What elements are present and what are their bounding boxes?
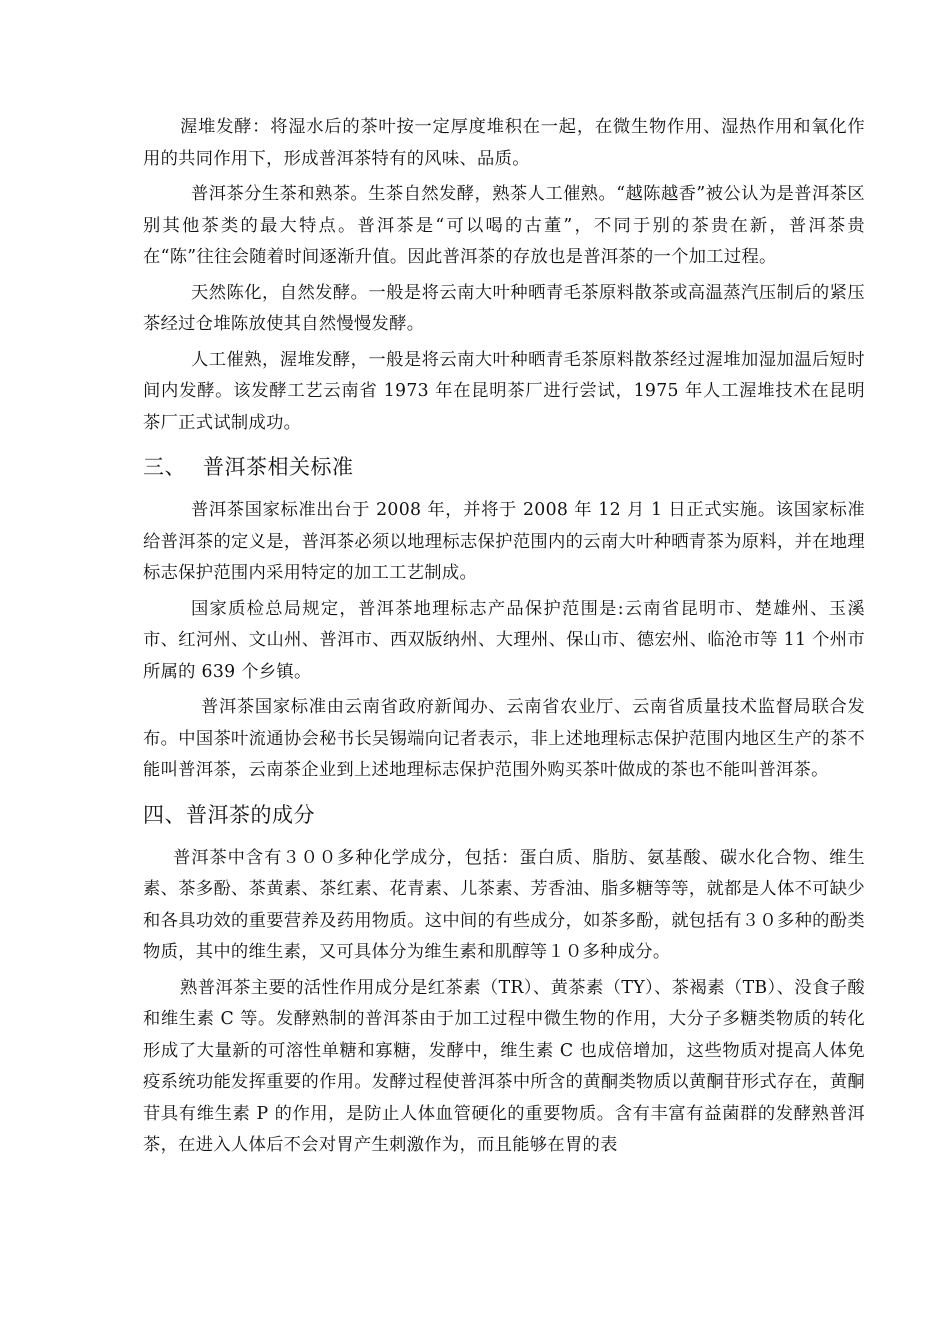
section-heading-components: 四、普洱茶的成分 bbox=[143, 802, 315, 827]
paragraph-fermentation-definition: 渥堆发酵：将湿水后的茶叶按一定厚度堆积在一起，在微生物作用、湿热作用和氧化作用的共同作用下，形成普洱茶特有的风味、品质。 bbox=[143, 117, 865, 169]
paragraph-active-components: 熟普洱茶主要的活性作用成分是红茶素（TR）、黄茶素（TY）、茶褐素（TB）、没食子酸和维生素 C 等。发酵熟制的普洱茶由于加工过程中微生物的作用，大分子多糖类物质的转化形成了大量新的可溶性单糖和寡糖，发酵中，维生素 C 也成倍增加，这些物质对提高人体免疫系统功能发挥重要的作用。发酵过程使普洱茶中所含的黄酮类物质以黄酮苷形式存在，黄酮苷具有维生素 P 的作用，是防止人体血管硬化的重要物质。含有丰富有益菌群的发酵熟普洱茶，在进入人体后不会对胃产生刺激作为，而且能够在胃的表 bbox=[143, 977, 865, 1155]
section-number: 三、 bbox=[143, 455, 186, 479]
document-page bbox=[143, 112, 865, 1166]
paragraph-chemical-components: 普洱茶中含有３００多种化学成分，包括：蛋白质、脂肪、氨基酸、碳水化合物、维生素、茶多酚、茶黄素、茶红素、花青素、儿茶素、芳香油、脂多糖等等，就都是人体不可缺少和各具功效的重要营养及药用物质。这中间的有些成分，如茶多酚，就包括有３０多种的酚类物质，其中的维生素，又可具体分为维生素和肌醇等１０多种成分。 bbox=[143, 847, 865, 962]
paragraph-raw-and-ripe-tea: 普洱茶分生茶和熟茶。生茶自然发酵，熟茶人工催熟。“越陈越香”被公认为是普洱茶区别其他茶类的最大特点。普洱茶是“可以喝的古董”，不同于别的茶贵在新，普洱茶贵在“陈”往往会随着时间逐渐升值。因此普洱茶的存放也是普洱茶的一个加工过程。 bbox=[143, 184, 865, 267]
paragraph-artificial-ripening: 人工催熟，渥堆发酵，一般是将云南大叶种晒青毛茶原料散茶经过渥堆加湿加温后短时间内发酵。该发酵工艺云南省 1973 年在昆明茶厂进行尝试，1975 年人工渥堆技术在昆明茶厂正式试制成功。 bbox=[143, 349, 865, 433]
paragraph-standard-release: 普洱茶国家标准由云南省政府新闻办、云南省农业厅、云南省质量技术监督局联合发布。中国茶叶流通协会秘书长吴锡端向记者表示，非上述地理标志保护范围内地区生产的茶不能叫普洱茶，云南茶企业到上述地理标志保护范围外购买茶叶做成的茶也不能叫普洱茶。 bbox=[143, 697, 865, 780]
section-title: 普洱茶相关标准 bbox=[203, 455, 354, 479]
paragraph-protection-range: 国家质检总局规定，普洱茶地理标志产品保护范围是:云南省昆明市、楚雄州、玉溪市、红河州、文山州、普洱市、西双版纳州、大理州、保山市、德宏州、临沧市等 11 个州市所属的 639 个乡镇。 bbox=[143, 598, 865, 682]
paragraph-natural-aging: 天然陈化，自然发酵。一般是将云南大叶种晒青毛茶原料散茶或高温蒸汽压制后的紧压茶经过仓堆陈放使其自然慢慢发酵。 bbox=[143, 282, 865, 334]
paragraph-national-standard: 普洱茶国家标准出台于 2008 年，并将于 2008 年 12 月 1 日正式实施。该国家标准给普洱茶的定义是，普洱茶必须以地理标志保护范围内的云南大叶种晒青茶为原料，并在地理标志保护范围内采用特定的加工工艺制成。 bbox=[143, 500, 865, 583]
section-heading-standards bbox=[143, 449, 865, 485]
